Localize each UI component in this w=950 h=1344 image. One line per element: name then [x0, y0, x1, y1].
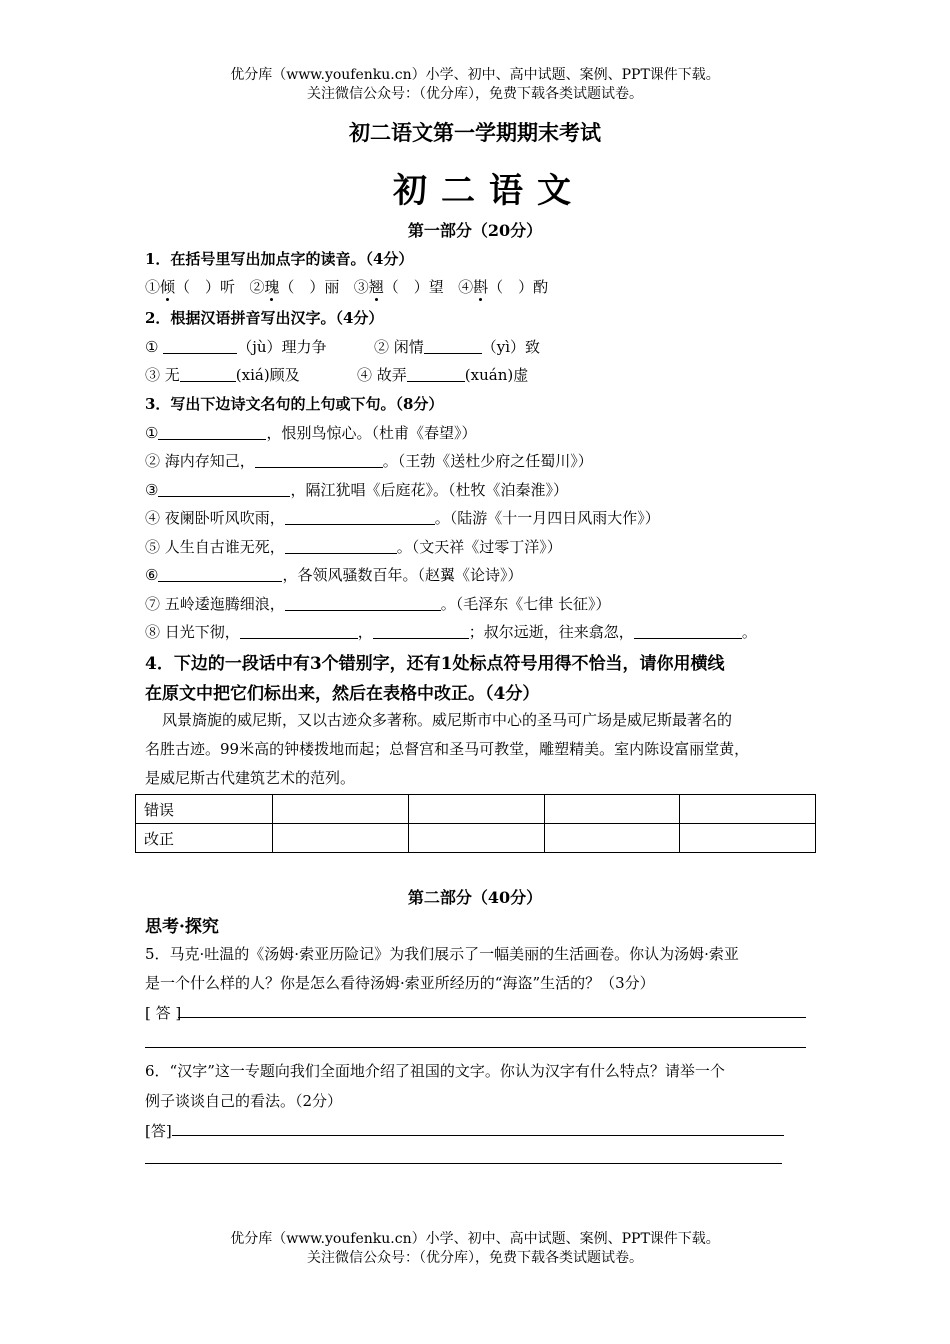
- q2-item-1: ① （jù）理力争: [145, 338, 327, 356]
- error-cell[interactable]: [544, 795, 680, 824]
- q1-item-1: ①倾（ ）听: [145, 278, 236, 296]
- q3-line-7: ⑦ 五岭逶迤腾细浪， 。（毛泽东《七律 长征》）: [145, 595, 611, 613]
- correction-cell[interactable]: [408, 824, 544, 853]
- q3-line-2: ② 海内存知己， 。（王勃《送杜少府之任蜀川》）: [145, 452, 593, 470]
- correction-table: [135, 794, 816, 853]
- header-line-2: 关注微信公众号：（优分库），免费下载各类试题试卷。: [307, 86, 643, 102]
- correction-cell[interactable]: [544, 824, 680, 853]
- q1-item-4: ④斟（ ）酌: [458, 278, 549, 296]
- q5-answer-line[interactable]: [178, 1017, 806, 1018]
- footer-line-2: 关注微信公众号：（优分库），免费下载各类试题试卷。: [307, 1250, 643, 1266]
- row-label-error: 错误: [136, 795, 273, 824]
- q3-line-6: ⑥ ，各领风骚数百年。（赵翼《论诗》）: [145, 566, 523, 584]
- q6-answer-line[interactable]: [145, 1163, 782, 1164]
- q4-label-1: 4．下边的一段话中有3个错别字，还有1处标点符号用得不恰当，请你用横线: [145, 654, 725, 674]
- part2-heading: 第二部分（40分）: [407, 888, 543, 907]
- error-cell[interactable]: [273, 795, 409, 824]
- q3-line-4: ④ 夜阑卧听风吹雨， 。（陆游《十一月四日风雨大作》）: [145, 509, 660, 527]
- subject-title: 初二语文: [393, 171, 585, 211]
- q3-line-5: ⑤ 人生自古谁无死， 。（文天祥《过零丁洋》）: [145, 538, 562, 556]
- footer-line-1: 优分库（www.youfenku.cn）小学、初中、高中试题、案例、PPT课件下载。: [230, 1231, 720, 1247]
- q6-answer-line[interactable]: [172, 1135, 784, 1136]
- exam-title: 初二语文第一学期期末考试: [349, 120, 601, 145]
- q1-item-2: ②瑰（ ）丽: [249, 278, 340, 296]
- q5-text-2: 是一个什么样的人？你是怎么看待汤姆·索亚所经历的“海盗”生活的？（3分）: [145, 974, 655, 992]
- q1-items: [145, 276, 548, 297]
- q4-passage-3: 是威尼斯古代建筑艺术的范列。: [145, 769, 356, 787]
- q2-item-4: ④ 故弄 (xuán)虚: [357, 366, 529, 384]
- q6-text-2: 例子谈谈自己的看法。（2分）: [145, 1092, 343, 1110]
- correction-cell[interactable]: [680, 824, 816, 853]
- q3-line-3: ③ ，隔江犹唱《后庭花》。（杜牧《泊秦淮》）: [145, 481, 568, 499]
- q1-item-3: ③翘（ ）望: [353, 278, 444, 296]
- correction-cell[interactable]: [273, 824, 409, 853]
- q2-label: 2．根据汉语拼音写出汉字。（4分）: [145, 309, 384, 327]
- q6-text-1: 6．“汉字”这一专题向我们全面地介绍了祖国的文字。你认为汉字有什么特点？请举一个: [145, 1062, 725, 1080]
- q4-passage-2: 名胜古迹。99米高的钟楼拨地而起；总督宫和圣马可教堂，雕塑精美。室内陈设富丽堂黄，: [145, 740, 750, 758]
- error-cell[interactable]: [680, 795, 816, 824]
- q5-text-1: 5．马克·吐温的《汤姆·索亚历险记》为我们展示了一幅美丽的生活画卷。你认为汤姆·索亚: [145, 945, 739, 963]
- table-row-error: [136, 795, 816, 824]
- q3-line-1: ① ，恨别鸟惊心。（杜甫《春望》）: [145, 424, 477, 442]
- q3-label: 3．写出下边诗文名句的上句或下句。（8分）: [145, 395, 444, 413]
- q5-answer-label: [ 答 ]: [145, 1004, 182, 1022]
- error-cell[interactable]: [408, 795, 544, 824]
- q3-line-8: ⑧ 日光下彻， ， ；叔尔远逝，往来翕忽， 。: [145, 623, 757, 641]
- part2-subheading: 思考·探究: [145, 917, 219, 937]
- q2-item-3: ③ 无 (xiá)顾及: [145, 366, 300, 384]
- q2-item-2: ② 闲情 （yì）致: [374, 338, 541, 356]
- part1-heading: 第一部分（20分）: [407, 221, 543, 240]
- row-label-correction: 改正: [136, 824, 273, 853]
- q6-answer-label: [答]: [145, 1122, 172, 1140]
- q4-passage-1: 风景旖旎的威尼斯，又以古迹众多著称。威尼斯市中心的圣马可广场是威尼斯最著名的: [162, 711, 733, 729]
- q5-answer-line[interactable]: [145, 1047, 806, 1048]
- header-line-1: 优分库（www.youfenku.cn）小学、初中、高中试题、案例、PPT课件下载。: [230, 67, 720, 83]
- table-row-correction: [136, 824, 816, 853]
- q1-label: 1．在括号里写出加点字的读音。（4分）: [145, 250, 414, 268]
- q4-label-2: 在原文中把它们标出来，然后在表格中改正。（4分）: [145, 684, 540, 704]
